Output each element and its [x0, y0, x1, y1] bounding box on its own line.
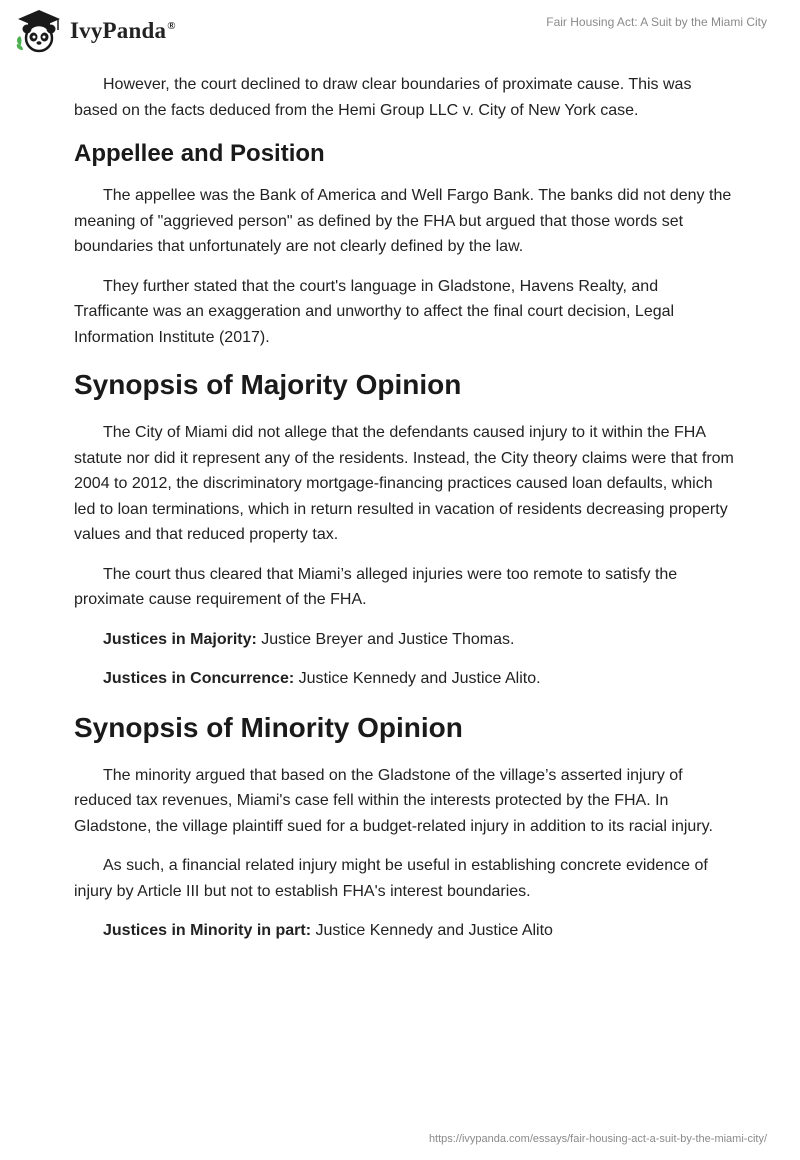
- brand-name: IvyPanda®: [70, 18, 176, 43]
- heading-minority-opinion: Synopsis of Minority Opinion: [74, 711, 463, 743]
- essay-content: [74, 72, 734, 944]
- paragraph-remote-injuries: The court thus cleared that Miami’s alleged injuries were too remote to satisfy the proximate cause requirement of the FHA.: [74, 565, 678, 608]
- paragraph-court-language: They further stated that the court's language in Gladstone, Havens Realty, and Trafficante was an exaggeration and unworthy to affect the final court decision, Legal Information Institute (2017).: [74, 277, 675, 346]
- paragraph-minority-opinion: The minority argued that based on the Gladstone of the village’s asserted injury of reduced tax revenues, Miami's case fell within the interests protected by the FHA. In Gladstone, the village plaintiff sued for a budget-related injury in addition to its racial injury.: [74, 766, 713, 835]
- justices-concurrence-label: Justices in Concurrence:: [103, 670, 295, 687]
- justices-minority-names: Justice Kennedy and Justice Alito: [311, 922, 553, 939]
- justices-minority-label: Justices in Minority in part:: [103, 922, 312, 939]
- heading-majority-opinion: Synopsis of Majority Opinion: [74, 369, 462, 400]
- justices-majority: [74, 627, 734, 653]
- paragraph-majority-opinion: The City of Miami did not allege that the defendants caused injury to it within the FHA statute nor did it represent any of the residents. Instead, the City theory claims were that from 2004 to 2012, the discriminatory mortgage-financing practices caused loan defaults, which led to loan terminations, which in return resulted in vacation of residents decreasing property values and that reduced property tax.: [74, 424, 734, 543]
- justices-concurrence-names: Justice Kennedy and Justice Alito.: [294, 670, 541, 687]
- justices-majority-names: Justice Breyer and Justice Thomas.: [256, 630, 515, 648]
- justices-majority-label: Justices in Majority:: [103, 630, 257, 648]
- page-header: [0, 0, 800, 64]
- panda-graduate-icon: [14, 8, 64, 54]
- ivypanda-logo[interactable]: [14, 8, 176, 54]
- paragraph-appellee: The appellee was the Bank of America and Well Fargo Bank. The banks did not deny the meaning of "aggrieved person" as defined by the FHA but argued that those words set boundaries that unfortunately are not clearly defined by the law.: [74, 187, 732, 255]
- justices-minority: [74, 918, 734, 944]
- paragraph-financial-injury: As such, a financial related injury might be useful in establishing concrete evidence of injury by Article III but not to establish FHA's interest boundaries.: [74, 857, 708, 900]
- heading-appellee-position: Appellee and Position: [74, 140, 325, 167]
- registered-mark: ®: [167, 20, 176, 33]
- paragraph-proximate-cause: However, the court declined to draw clear boundaries of proximate cause. This was based on the facts deduced from the Hemi Group LLC v. City of New York case.: [74, 76, 692, 119]
- document-title: Fair Housing Act: A Suit by the Miami City: [546, 15, 767, 29]
- justices-concurrence: [74, 666, 734, 692]
- source-url[interactable]: https://ivypanda.com/essays/fair-housing-act-a-suit-by-the-miami-city/: [428, 1133, 767, 1145]
